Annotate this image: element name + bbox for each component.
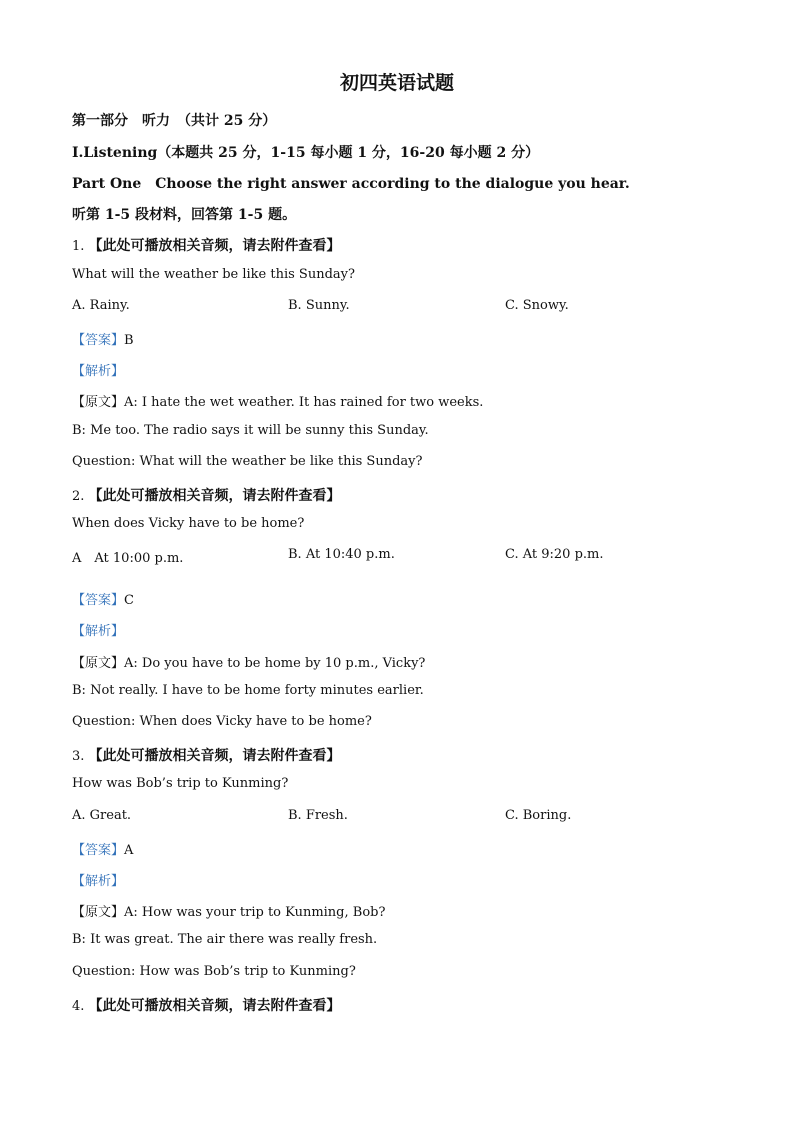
question-1-original-b: B: Me too. The radio says it will be sunny this Sunday. [72, 423, 429, 438]
original-label: 【原文】 [72, 395, 125, 410]
question-2-option-b: B. At 10:40 p.m. [288, 547, 395, 562]
question-1-option-b: B. Sunny. [288, 298, 350, 313]
question-2-original-b: B: Not really. I have to be home forty minutes earlier. [72, 683, 424, 698]
question-2-text: When does Vicky have to be home? [72, 516, 305, 531]
question-2-option-c: C. At 9:20 p.m. [505, 547, 604, 562]
part-one-heading: Part One Choose the right answer according to the dialogue you hear. [72, 176, 630, 192]
question-number: 4. [72, 999, 85, 1014]
section-heading: 第一部分 听力 （共计 25 分） [72, 113, 277, 129]
question-3-original-question: Question: How was Bob’s trip to Kunming? [72, 964, 356, 979]
answer-label: 【答案】 [72, 843, 125, 858]
question-2-option-a: A At 10:00 p.m. [72, 551, 184, 566]
question-2-analysis-label: 【解析】 [72, 624, 125, 639]
question-number: 3. [72, 749, 85, 764]
question-3-answer [72, 839, 133, 858]
question-1-answer [72, 329, 134, 348]
instruction: 听第 1-5 段材料，回答第 1-5 题。 [72, 207, 297, 223]
question-3-analysis-label: 【解析】 [72, 874, 125, 889]
question-number: 2. [72, 489, 85, 504]
question-number: 1. [72, 239, 85, 254]
question-3-audio [72, 745, 341, 765]
page-title: 初四英语试题 [339, 72, 454, 94]
original-label: 【原文】 [72, 905, 125, 920]
question-4-audio [72, 995, 341, 1015]
audio-note: 【此处可播放相关音频，请去附件查看】 [88, 488, 341, 504]
question-1-audio [72, 235, 341, 255]
question-1-text: What will the weather be like this Sunday? [72, 267, 355, 282]
question-2-original-question: Question: When does Vicky have to be home? [72, 714, 372, 729]
listening-header: I.Listening（本题共 25 分，1-15 每小题 1 分，16-20 每小题 2 分） [72, 145, 540, 161]
question-2-answer [72, 589, 134, 608]
question-1-option-a: A. Rainy. [72, 298, 130, 313]
answer-label: 【答案】 [72, 593, 125, 608]
question-3-text: How was Bob’s trip to Kunming? [72, 776, 289, 791]
question-3-option-b: B. Fresh. [288, 808, 348, 823]
answer-value: C [124, 593, 134, 608]
question-2-audio [72, 485, 341, 505]
question-1-analysis-label: 【解析】 [72, 364, 125, 379]
answer-value: A [124, 843, 134, 858]
question-1-original-a: 【原文】A: I hate the wet weather. It has rained for two weeks. [72, 395, 484, 410]
question-3-option-a: A. Great. [72, 808, 132, 823]
audio-note: 【此处可播放相关音频，请去附件查看】 [88, 998, 341, 1014]
question-3-original-b: B: It was great. The air there was really fresh. [72, 932, 378, 947]
question-3-option-c: C. Boring. [505, 808, 572, 823]
answer-value: B [124, 333, 134, 348]
question-1-original-question: Question: What will the weather be like this Sunday? [72, 454, 423, 469]
audio-note: 【此处可播放相关音频，请去附件查看】 [88, 238, 341, 254]
question-2-original-a: 【原文】A: Do you have to be home by 10 p.m., Vicky? [72, 656, 426, 671]
original-label: 【原文】 [72, 656, 125, 671]
question-1-option-c: C. Snowy. [505, 298, 569, 313]
audio-note: 【此处可播放相关音频，请去附件查看】 [88, 748, 341, 764]
question-3-original-a: 【原文】A: How was your trip to Kunming, Bob? [72, 905, 386, 920]
answer-label: 【答案】 [72, 333, 125, 348]
